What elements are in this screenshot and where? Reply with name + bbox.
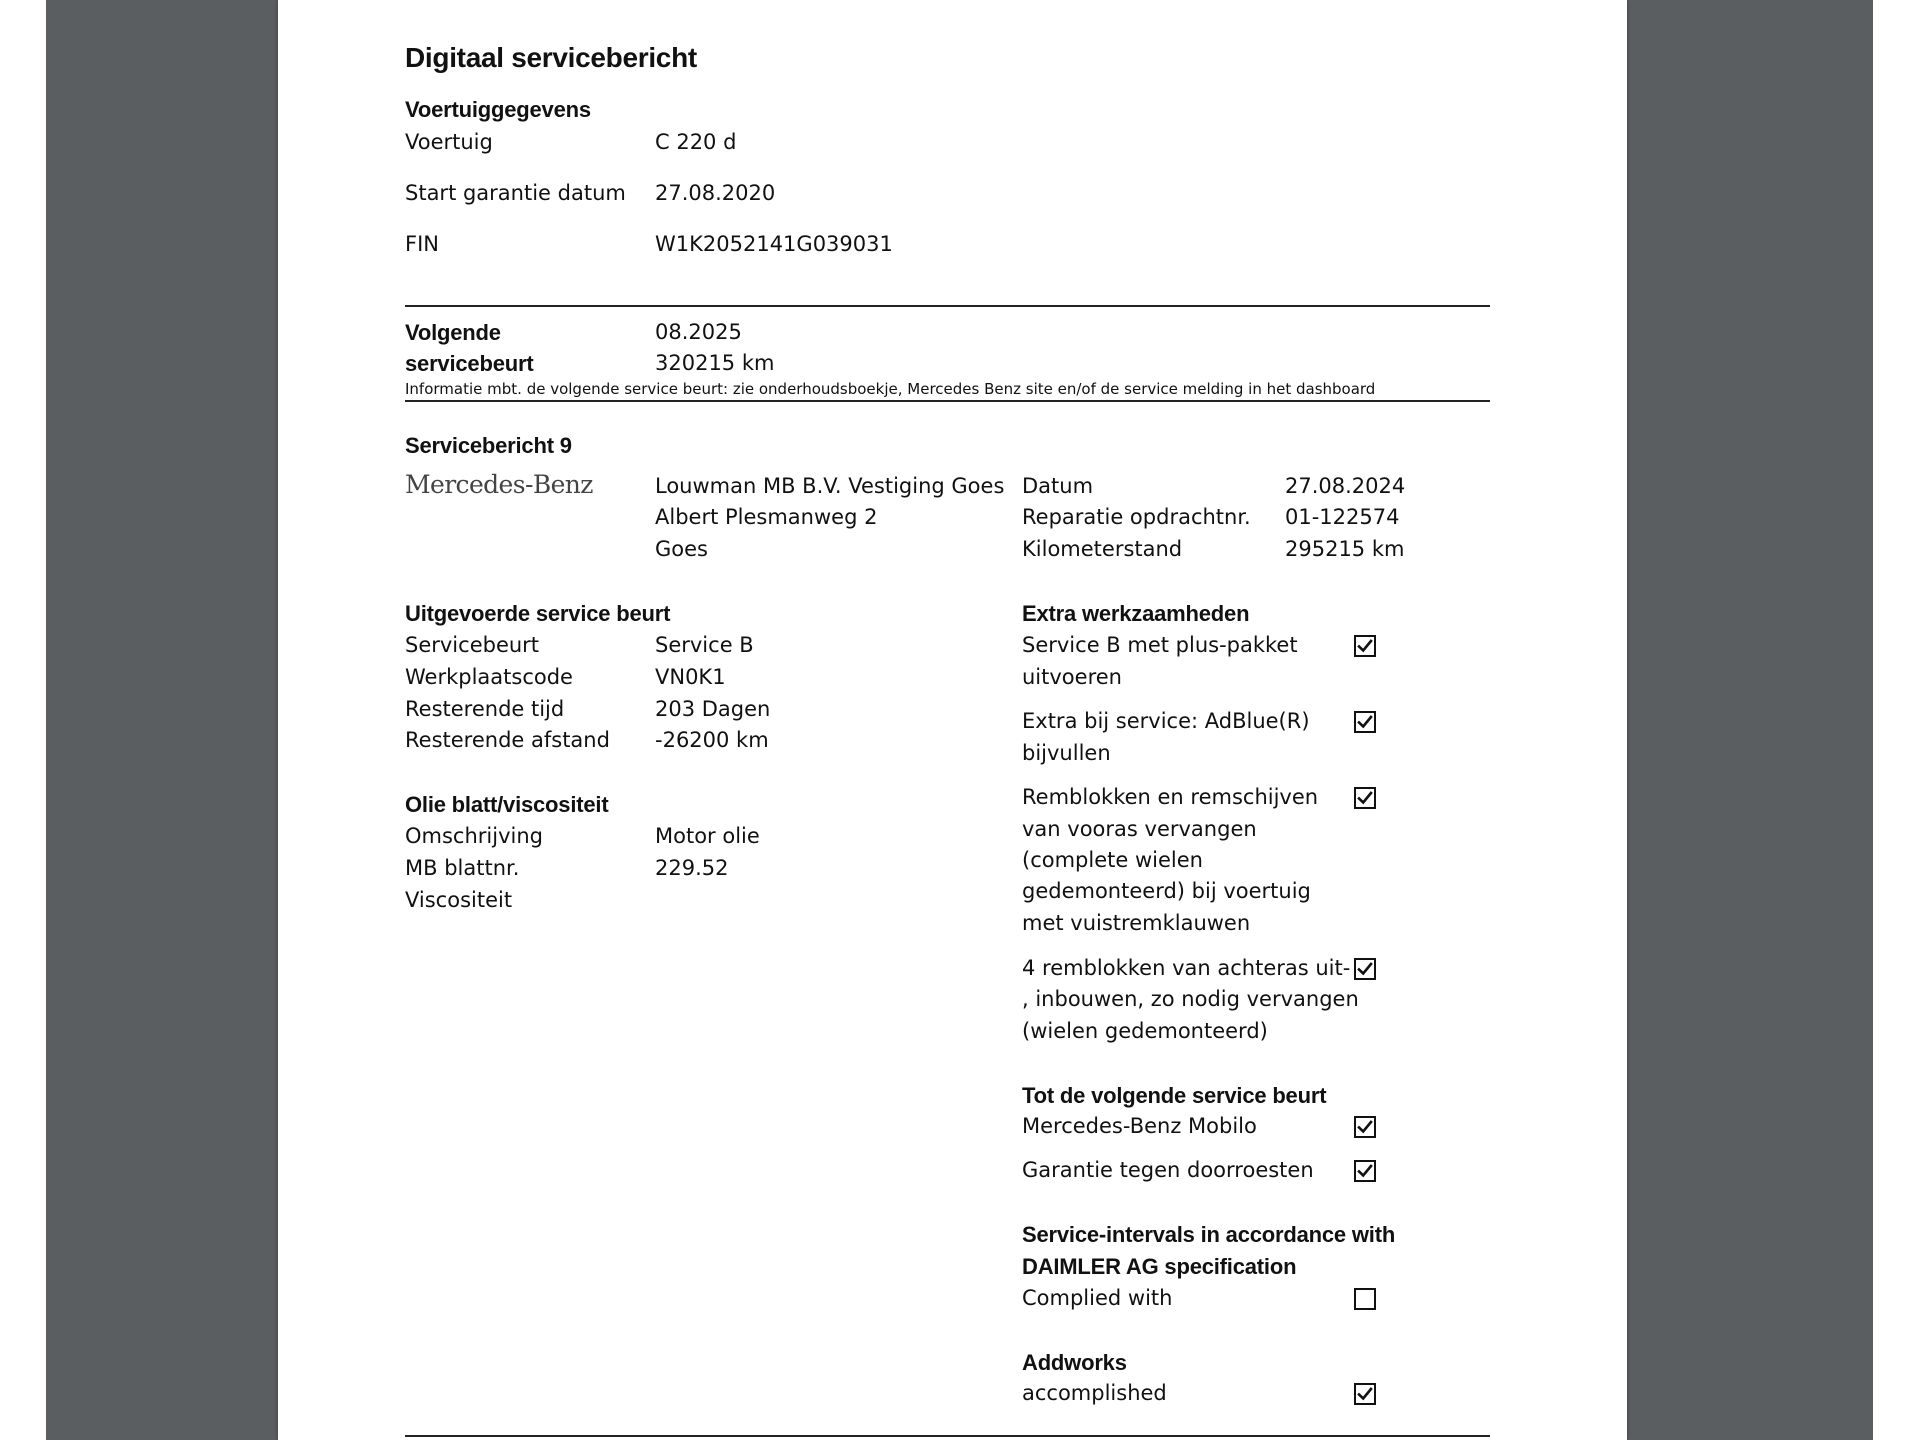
extra-item-3-line5: met vuistremklauwen (1022, 911, 1251, 935)
next-service-note: Informatie mbt. de volgende service beurt: zie onderhoudsboekje, Mercedes Benz site en/of de service melding in het dashboard (405, 380, 1376, 398)
dealer-address: Albert Plesmanweg 2 (655, 505, 878, 529)
workshop-code-label: Werkplaatscode (405, 665, 573, 689)
extra-item-4-line1: 4 remblokken van achteras uit- (1022, 956, 1351, 980)
extra-item-4-checkbox[interactable] (1354, 958, 1376, 980)
mileage-value: 295215 km (1285, 537, 1405, 561)
workshop-code-value: VN0K1 (655, 665, 726, 689)
complied-with-checkbox[interactable] (1354, 1288, 1376, 1310)
vehicle-label: Voertuig (405, 130, 493, 154)
dealer-name: Louwman MB B.V. Vestiging Goes (655, 474, 1005, 498)
repair-order-value: 01-122574 (1285, 505, 1400, 529)
fin-value: W1K2052141G039031 (655, 232, 893, 256)
extra-item-3-line2: van vooras vervangen (1022, 817, 1257, 841)
fin-label: FIN (405, 232, 439, 256)
complied-with-label: Complied with (1022, 1286, 1173, 1310)
dealer-city: Goes (655, 537, 708, 561)
document-title: Digitaal servicebericht (405, 42, 697, 73)
vehicle-section-heading: Voertuiggegevens (405, 97, 591, 122)
viscosity-label: Viscositeit (405, 888, 513, 912)
document-page[interactable] (278, 0, 1627, 1440)
until-next-service-heading: Tot de volgende service beurt (1022, 1083, 1327, 1108)
checkmark-icon (1356, 1385, 1374, 1403)
divider-middle (405, 400, 1490, 402)
intervals-heading-line1: Service-intervals in accordance with (1022, 1222, 1396, 1247)
accomplished-label: accomplished (1022, 1381, 1167, 1405)
vehicle-value: C 220 d (655, 130, 737, 154)
extra-item-3-line1: Remblokken en remschijven (1022, 785, 1319, 809)
checkmark-icon (1356, 789, 1374, 807)
extra-item-2-line2: bijvullen (1022, 741, 1111, 765)
divider-bottom (405, 1435, 1490, 1437)
mercedes-benz-logo: Mercedes-Benz (405, 470, 593, 499)
repair-order-label: Reparatie opdrachtnr. (1022, 505, 1251, 529)
addworks-heading: Addworks (1022, 1350, 1127, 1375)
service-report-heading: Servicebericht 9 (405, 433, 572, 458)
mb-sheet-number-label: MB blattnr. (405, 856, 520, 880)
service-type-value: Service B (655, 633, 754, 657)
extra-item-3-line3: (complete wielen (1022, 848, 1203, 872)
divider-top (405, 305, 1490, 307)
remaining-distance-label: Resterende afstand (405, 728, 610, 752)
rust-warranty-label: Garantie tegen doorroesten (1022, 1158, 1314, 1182)
oil-heading: Olie blatt/viscositeit (405, 792, 609, 817)
checkmark-icon (1356, 1118, 1374, 1136)
service-type-label: Servicebeurt (405, 633, 540, 657)
warranty-start-value: 27.08.2020 (655, 181, 776, 205)
extra-item-1-checkbox[interactable] (1354, 635, 1376, 657)
checkmark-icon (1356, 960, 1374, 978)
oil-description-label: Omschrijving (405, 824, 543, 848)
extra-item-1-line1: Service B met plus-pakket (1022, 633, 1298, 657)
extra-item-4-line3: (wielen gedemonteerd) (1022, 1019, 1268, 1043)
checkmark-icon (1356, 713, 1374, 731)
extra-item-1-line2: uitvoeren (1022, 665, 1122, 689)
oil-description-value: Motor olie (655, 824, 760, 848)
next-service-label-line2: servicebeurt (405, 351, 534, 376)
mobilo-label: Mercedes-Benz Mobilo (1022, 1114, 1257, 1138)
remaining-time-label: Resterende tijd (405, 697, 565, 721)
extra-item-2-line1: Extra bij service: AdBlue(R) (1022, 709, 1310, 733)
extra-item-2-checkbox[interactable] (1354, 711, 1376, 733)
accomplished-checkbox[interactable] (1354, 1383, 1376, 1405)
extra-item-3-checkbox[interactable] (1354, 787, 1376, 809)
performed-service-heading: Uitgevoerde service beurt (405, 601, 671, 626)
intervals-heading-line2: DAIMLER AG specification (1022, 1254, 1297, 1279)
mileage-label: Kilometerstand (1022, 537, 1183, 561)
extra-item-4-line2: , inbouwen, zo nodig vervangen (1022, 987, 1359, 1011)
mobilo-checkbox[interactable] (1354, 1116, 1376, 1138)
date-value: 27.08.2024 (1285, 474, 1406, 498)
next-service-distance: 320215 km (655, 351, 775, 375)
warranty-start-label: Start garantie datum (405, 181, 626, 205)
extra-item-3-line4: gedemonteerd) bij voertuig (1022, 879, 1311, 903)
mb-sheet-number-value: 229.52 (655, 856, 729, 880)
checkmark-icon (1356, 1162, 1374, 1180)
next-service-date: 08.2025 (655, 320, 742, 344)
rust-warranty-checkbox[interactable] (1354, 1160, 1376, 1182)
date-label: Datum (1022, 474, 1094, 498)
checkmark-icon (1356, 637, 1374, 655)
remaining-time-value: 203 Dagen (655, 697, 771, 721)
extra-work-heading: Extra werkzaamheden (1022, 601, 1250, 626)
remaining-distance-value: -26200 km (655, 728, 769, 752)
next-service-label-line1: Volgende (405, 320, 501, 345)
